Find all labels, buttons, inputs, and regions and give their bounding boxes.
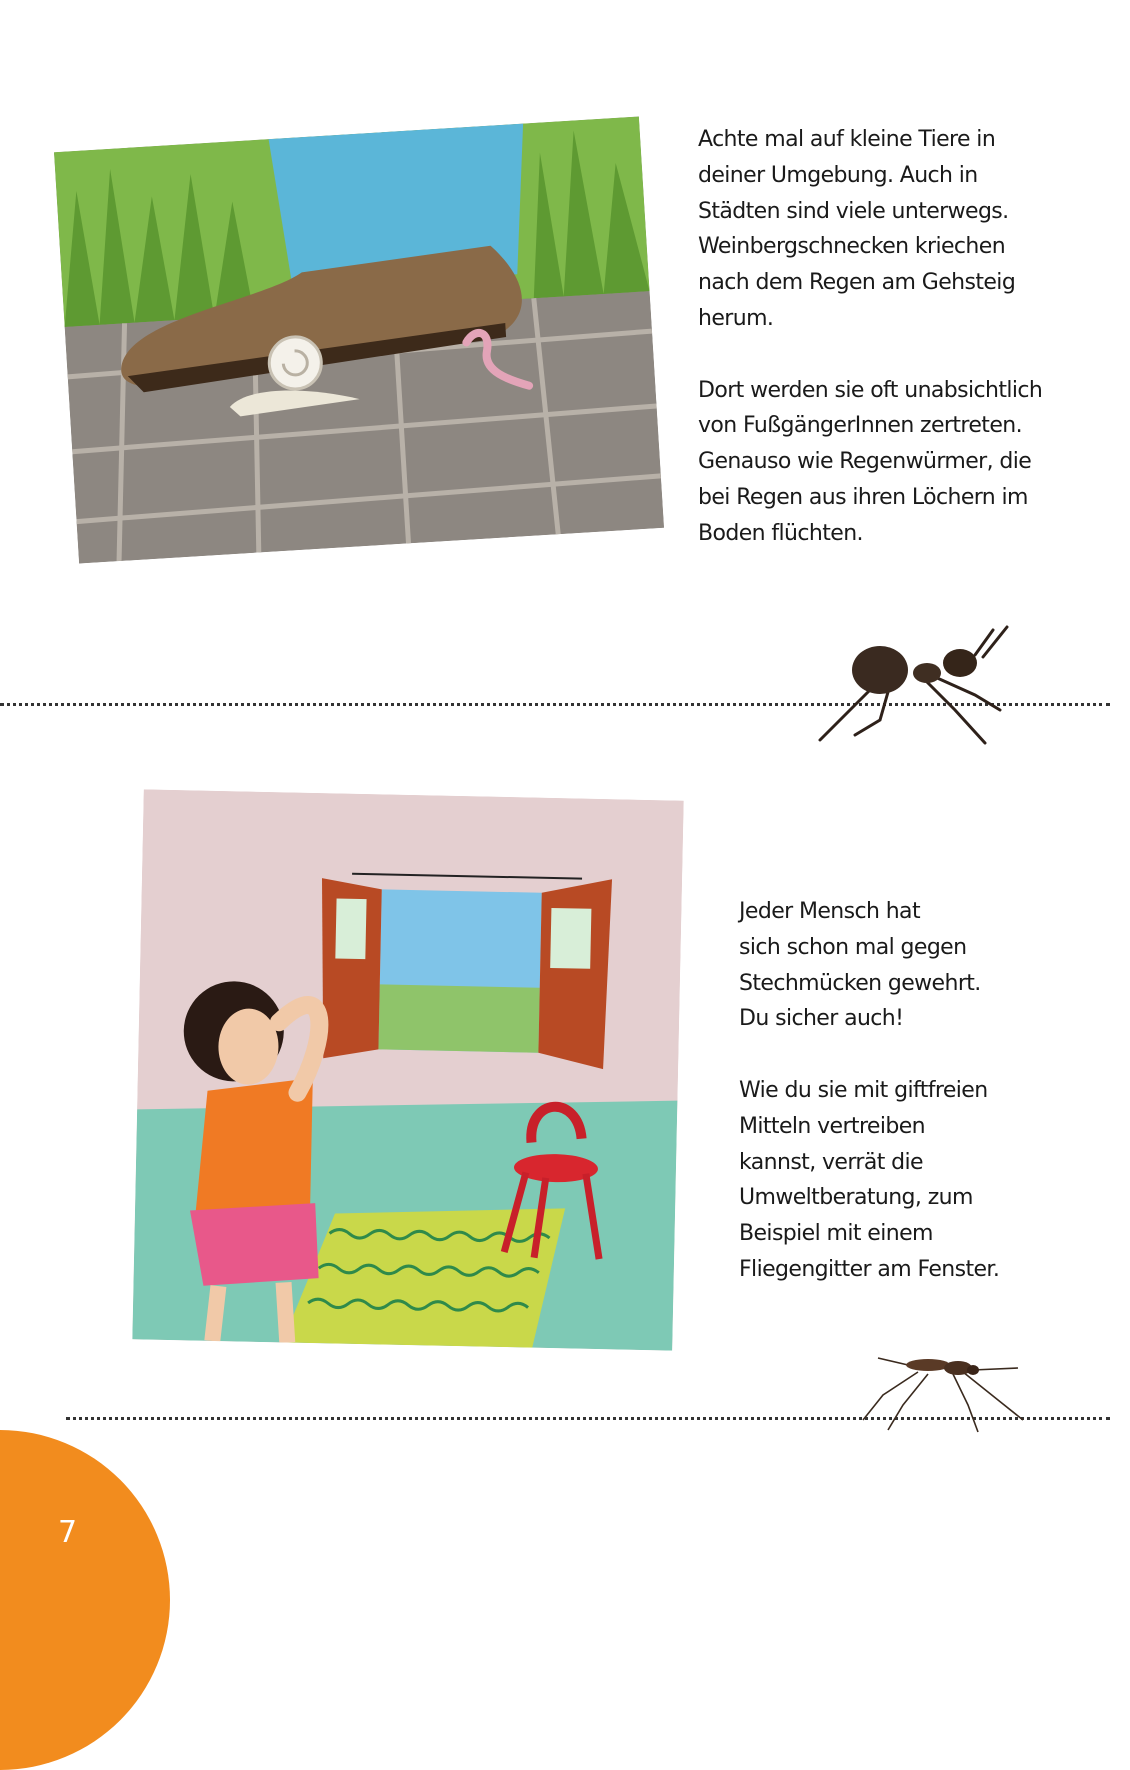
text-line: Stechmücken gewehrt. — [739, 970, 981, 996]
text-line: Genauso wie Regenwürmer, die — [698, 449, 1032, 475]
text-line: kannst, verrät die — [739, 1149, 923, 1175]
text-line: Umweltberatung, zum — [739, 1185, 973, 1211]
text-line: Du sicher auch! — [739, 1006, 904, 1032]
text-line: Jeder Mensch hat — [739, 899, 920, 924]
text-line: Boden flüchten. — [698, 520, 863, 546]
text-line: Achte mal auf kleine Tiere in — [698, 127, 996, 152]
text-line: herum. — [698, 305, 774, 331]
mosquito-girl-illustration — [132, 789, 683, 1350]
text-line: bei Regen aus ihren Löchern im — [698, 484, 1028, 510]
section1-text — [698, 122, 1042, 552]
page-number: 7 — [58, 1515, 78, 1550]
text-line: Mitteln vertreiben — [739, 1113, 926, 1139]
text-line: deiner Umgebung. Auch in — [698, 162, 978, 188]
text-line: Weinbergschnecken kriechen — [698, 234, 1006, 260]
text-line: Fliegengitter am Fenster. — [739, 1256, 1000, 1282]
text-line: sich schon mal gegen — [739, 934, 967, 960]
text-line: Wie du sie mit giftfreien — [739, 1077, 988, 1103]
snail-shoe-illustration — [54, 116, 664, 563]
text-line: nach dem Regen am Gehsteig — [698, 270, 1016, 296]
section2-text — [739, 894, 999, 1288]
page-corner-decoration — [0, 1430, 170, 1770]
text-line: Städten sind viele unterwegs. — [698, 198, 1009, 224]
mosquito-icon — [858, 1350, 1028, 1435]
text-line: Dort werden sie oft unabsichtlich — [698, 377, 1043, 403]
ant-icon — [815, 615, 1015, 750]
text-line: Beispiel mit einem — [739, 1221, 933, 1247]
text-line: von FußgängerInnen zertreten. — [698, 413, 1022, 439]
